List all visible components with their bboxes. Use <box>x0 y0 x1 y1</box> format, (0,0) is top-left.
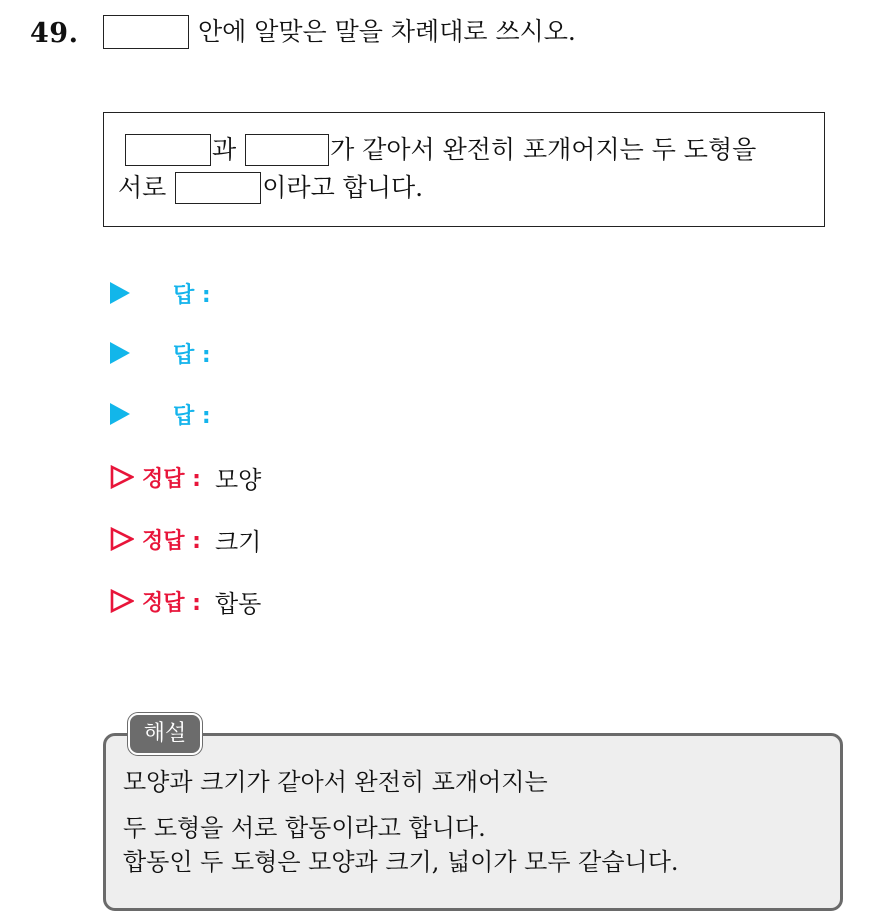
answer-label: 답 : <box>173 282 211 308</box>
answer-key-label: 정답 : <box>142 466 201 492</box>
explanation-line-1: 모양과 크기가 같아서 완전히 포개어지는 <box>123 768 548 796</box>
question-box-line-2 <box>118 170 423 206</box>
answer-key-row-1 <box>110 460 261 494</box>
triangle-outline-icon <box>110 589 134 613</box>
explanation-line-3: 합동인 두 도형은 모양과 크기, 넓이가 모두 같습니다. <box>123 848 679 876</box>
play-triangle-icon <box>110 403 130 425</box>
answer-key-row-2 <box>110 522 261 556</box>
answer-row-3[interactable] <box>110 397 211 431</box>
question-box-line-1 <box>124 132 756 168</box>
answer-key-label: 정답 : <box>142 590 201 616</box>
play-triangle-icon <box>110 342 130 364</box>
blank-3[interactable] <box>175 172 261 204</box>
question-instruction: 안에 알맞은 말을 차례대로 쓰시오. <box>198 17 576 46</box>
answer-label: 답 : <box>173 342 211 368</box>
answer-key-value: 크기 <box>214 527 262 556</box>
box-text-1: 과 <box>212 135 237 164</box>
answer-row-2[interactable] <box>110 336 211 370</box>
answer-blank[interactable] <box>103 15 189 49</box>
play-triangle-icon <box>110 282 130 304</box>
box-text-3: 서로 <box>118 173 167 202</box>
answer-row-1[interactable] <box>110 276 211 310</box>
explanation-tag: 해설 <box>128 713 202 755</box>
triangle-outline-icon <box>110 527 134 551</box>
question-box <box>103 112 825 227</box>
question-number: 49. <box>30 18 79 49</box>
blank-2[interactable] <box>245 134 329 166</box>
blank-1[interactable] <box>125 134 211 166</box>
explanation-line-2: 두 도형을 서로 합동이라고 합니다. <box>123 814 486 842</box>
triangle-outline-icon <box>110 465 134 489</box>
box-text-2: 가 같아서 완전히 포개어지는 두 도형을 <box>330 135 757 164</box>
answer-key-value: 합동 <box>214 589 262 618</box>
answer-label: 답 : <box>173 403 211 429</box>
answer-key-row-3 <box>110 584 261 618</box>
answer-key-label: 정답 : <box>142 528 201 554</box>
box-text-4: 이라고 합니다. <box>262 173 424 202</box>
answer-key-value: 모양 <box>214 465 262 494</box>
